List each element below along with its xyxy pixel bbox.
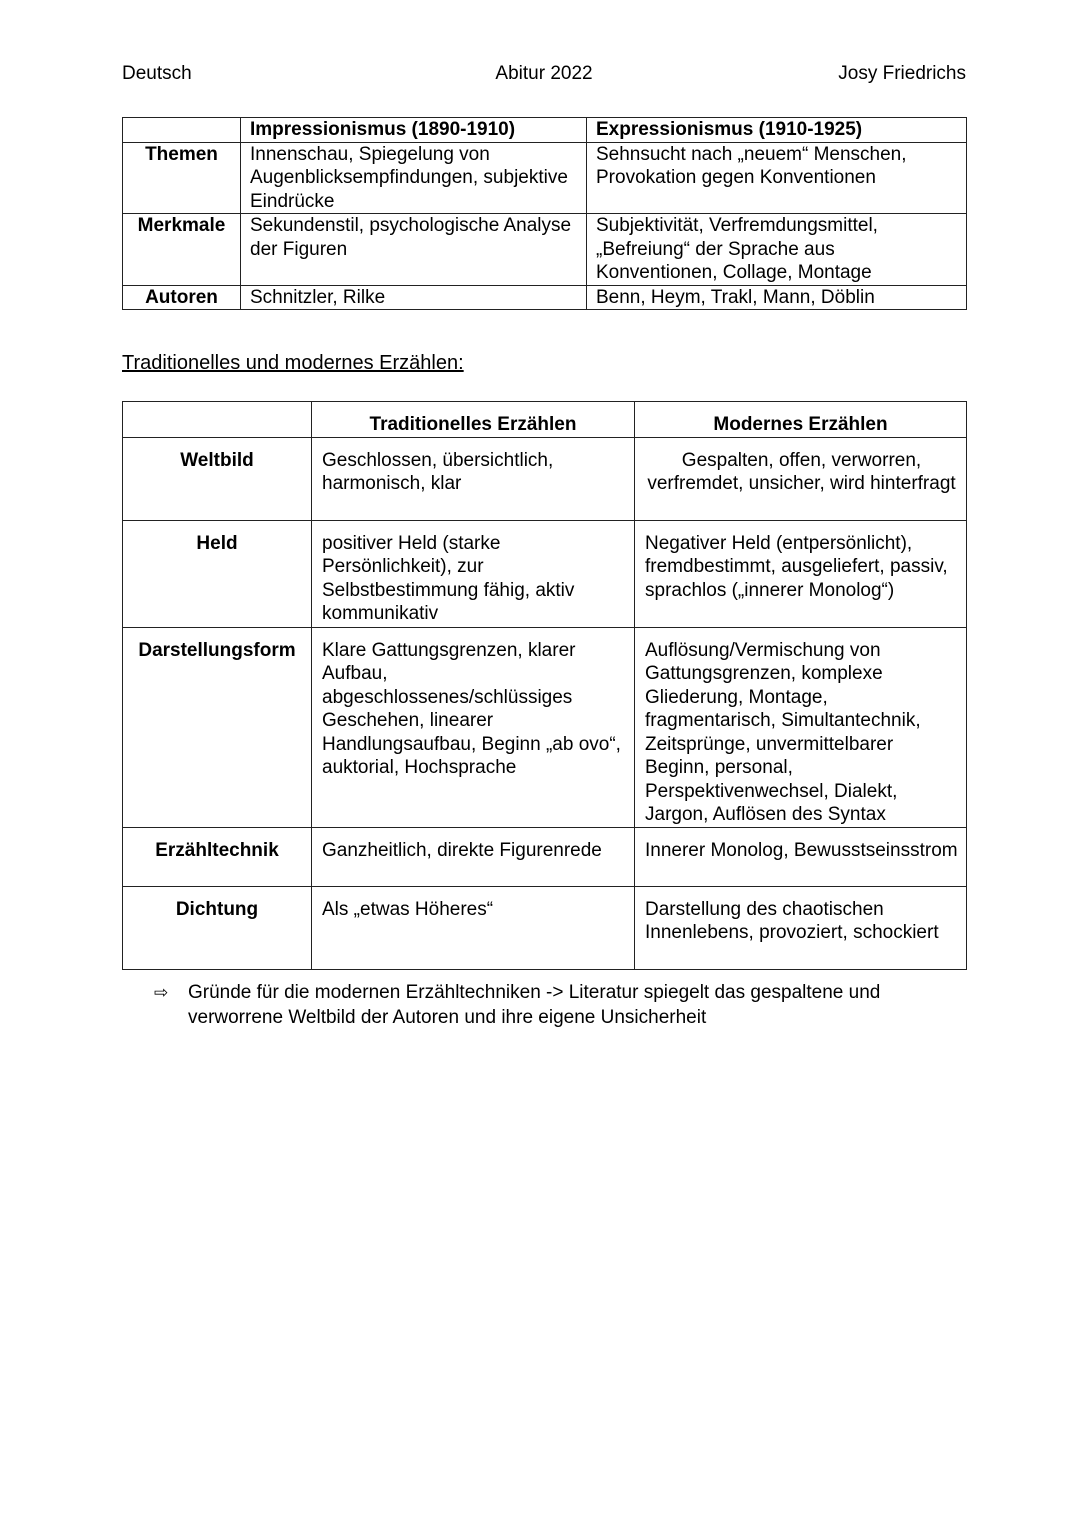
table-row bbox=[123, 437, 967, 520]
narration-table bbox=[122, 401, 967, 970]
table-cell: Sekundenstil, psychologische Analyse der Figuren bbox=[241, 214, 587, 286]
table-cell: Geschlossen, übersichtlich, harmonisch, klar bbox=[312, 437, 635, 520]
table-row bbox=[123, 142, 967, 214]
epochs-table bbox=[122, 117, 967, 310]
table-cell: Innenschau, Spiegelung von Augenblicksempfindungen, subjektive Eindrücke bbox=[241, 142, 587, 214]
section-heading: Traditionelles und modernes Erzählen: bbox=[122, 352, 464, 374]
table-cell: Negativer Held (entpersönlicht), fremdbestimmt, ausgeliefert, passiv, sprachlos („innerer Monolog“) bbox=[635, 520, 967, 627]
table-row bbox=[123, 214, 967, 286]
row-label-merkmale: Merkmale bbox=[123, 214, 241, 286]
table-cell: Klare Gattungsgrenzen, klarer Aufbau, abgeschlossenes/schlüssiges Geschehen, linearer Handlungsaufbau, Beginn „ab ovo“, auktorial, Hochsprache bbox=[312, 627, 635, 827]
table-row bbox=[123, 118, 967, 143]
table-row bbox=[123, 886, 967, 969]
row-label-themen: Themen bbox=[123, 142, 241, 214]
conclusion-note bbox=[154, 980, 954, 1030]
table-cell: Ganzheitlich, direkte Figurenrede bbox=[312, 827, 635, 886]
row-label-held: Held bbox=[123, 520, 312, 627]
table-cell: positiver Held (starke Persönlichkeit), zur Selbstbestimmung fähig, aktiv kommunikativ bbox=[312, 520, 635, 627]
row-label-darstellungsform: Darstellungsform bbox=[123, 627, 312, 827]
table-cell: Innerer Monolog, Bewusstseinsstrom bbox=[635, 827, 967, 886]
column-header-traditionell: Traditionelles Erzählen bbox=[312, 402, 635, 438]
table-row bbox=[123, 520, 967, 627]
table-cell: Subjektivität, Verfremdungsmittel, „Befreiung“ der Sprache aus Konventionen, Collage, Montage bbox=[587, 214, 967, 286]
table-corner bbox=[123, 118, 241, 143]
table-cell: Schnitzler, Rilke bbox=[241, 285, 587, 310]
table-cell: Sehnsucht nach „neuem“ Menschen, Provokation gegen Konventionen bbox=[587, 142, 967, 214]
row-label-weltbild: Weltbild bbox=[123, 437, 312, 520]
conclusion-text: Gründe für die modernen Erzähltechniken -> Literatur spiegelt das gespaltene und verworrene Weltbild der Autoren und ihre eigene Unsicherheit bbox=[188, 982, 881, 1028]
table-cell: Gespalten, offen, verworren, verfremdet, unsicher, wird hinterfragt bbox=[635, 437, 967, 520]
table-corner bbox=[123, 402, 312, 438]
row-label-erzaehltechnik: Erzähltechnik bbox=[123, 827, 312, 886]
table-cell: Auflösung/Vermischung von Gattungsgrenzen, komplexe Gliederung, Montage, fragmentarisch, Simultantechnik, Zeitsprünge, unvermittelbarer Beginn, personal, Perspektivenwechsel, Dialekt, Jargon, Auflösen des Syntax bbox=[635, 627, 967, 827]
table-row bbox=[123, 402, 967, 438]
arrow-right-icon: ⇨ bbox=[154, 983, 169, 1002]
table-row bbox=[123, 285, 967, 310]
row-label-autoren: Autoren bbox=[123, 285, 241, 310]
table-row bbox=[123, 627, 967, 827]
header-author: Josy Friedrichs bbox=[838, 63, 966, 84]
column-header-modern: Modernes Erzählen bbox=[635, 402, 967, 438]
header-exam: Abitur 2022 bbox=[495, 63, 593, 84]
column-header-impressionismus: Impressionismus (1890-1910) bbox=[241, 118, 587, 143]
column-header-expressionismus: Expressionismus (1910-1925) bbox=[587, 118, 967, 143]
table-cell: Benn, Heym, Trakl, Mann, Döblin bbox=[587, 285, 967, 310]
table-cell: Darstellung des chaotischen Innenlebens, provoziert, schockiert bbox=[635, 886, 967, 969]
table-cell: Als „etwas Höheres“ bbox=[312, 886, 635, 969]
header-subject: Deutsch bbox=[122, 63, 192, 84]
table-row bbox=[123, 827, 967, 886]
row-label-dichtung: Dichtung bbox=[123, 886, 312, 969]
